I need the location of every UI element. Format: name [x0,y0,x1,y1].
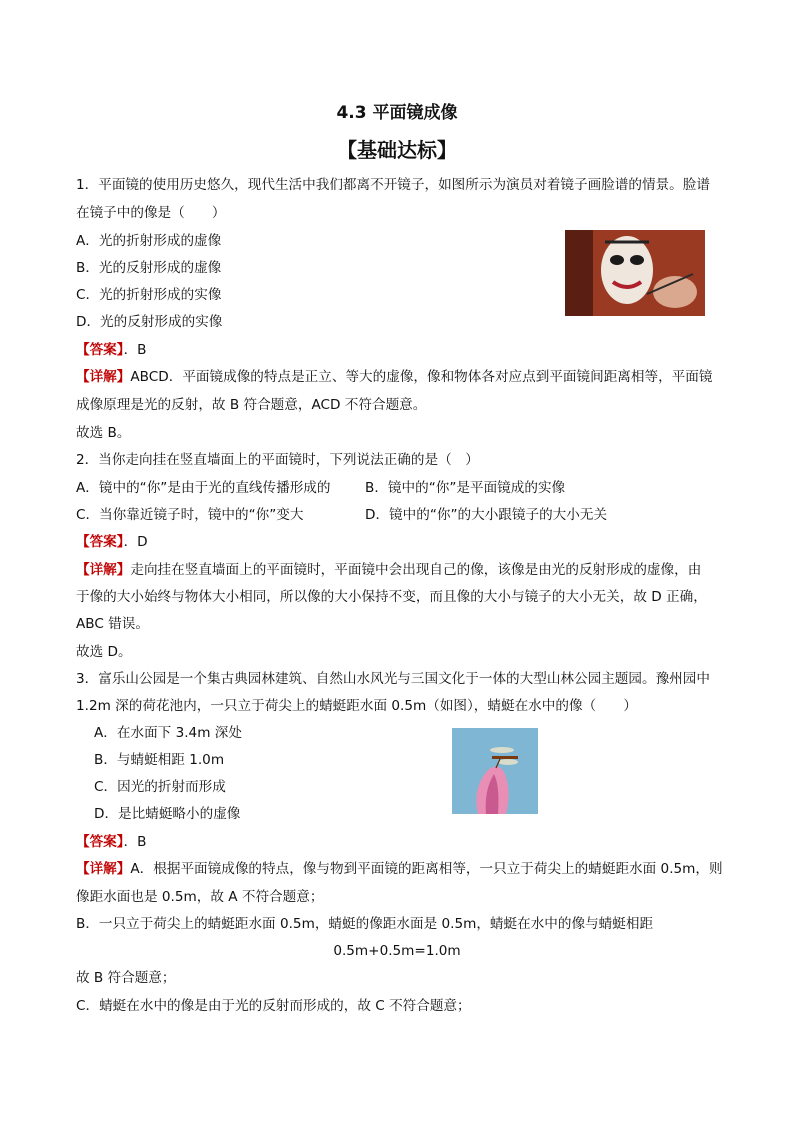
q3-detail-line2: 像距水面也是 0.5m，故 A 不符合题意； [76,889,324,905]
q1-option-a: A．光的折射形成的虚像 [76,233,222,249]
detail-label: 【详解】 [76,861,131,877]
q1-detail-line1 [76,368,712,386]
q2-conclusion: 故选 D。 [76,644,132,660]
opera-makeup-photo [565,230,705,316]
q2-stem: 2．当你走向挂在竖直墙面上的平面镜时，下列说法正确的是（ ） [76,452,479,468]
q1-answer [76,341,147,359]
detail-text: 走向挂在竖直墙面上的平面镜时，平面镜中会出现自己的像，该像是由光的反射形成的虚像，由 [130,562,702,578]
answer-label: 【答案】 [76,534,124,550]
q3-answer [76,833,147,851]
detail-text: A．根据平面镜成像的特点，像与物到平面镜的距离相等，一只立于荷尖上的蜻蜓距水面 0.5m，则 [130,861,723,877]
q3-detail-line5: C．蜻蜓在水中的像是由于光的反射而形成的，故 C 不符合题意； [76,998,471,1014]
q3-stem-line2: 1.2m 深的荷花池内，一只立于荷尖上的蜻蜓距水面 0.5m（如图），蜻蜓在水中的像（ ） [76,698,637,714]
detail-label: 【详解】 [76,562,131,578]
detail-text: ABCD．平面镜成像的特点是正立、等大的虚像，像和物体各对应点到平面镜间距离相等，平面镜 [130,369,713,385]
answer-label: 【答案】 [76,834,124,850]
q1-option-d: D．光的反射形成的实像 [76,314,223,330]
q1-detail-line2: 成像原理是光的反射，故 B 符合题意，ACD 不符合题意。 [76,397,427,413]
q1-option-c: C．光的折射形成的实像 [76,287,222,303]
q1-stem-line2: 在镜子中的像是（ ） [76,205,226,221]
q2-option-d: D．镜中的“你”的大小跟镜子的大小无关 [365,507,608,523]
q2-option-c: C．当你靠近镜子时，镜中的“你”变大 [76,507,304,523]
q2-detail-line3: ABC 错误。 [76,616,149,632]
section-heading: 【基础达标】 [337,138,457,162]
page-title: 4.3 平面镜成像 [336,103,458,123]
q2-option-a: A．镜中的“你”是由于光的直线传播形成的 [76,480,331,496]
q3-stem-line1: 3．富乐山公园是一个集古典园林建筑、自然山水风光与三国文化于一体的大型山林公园主题园。豫州园中 [76,671,710,687]
q3-option-c: C．因光的折射而形成 [94,779,226,795]
q3-detail-line4: 故 B 符合题意； [76,970,176,986]
answer-value: ．B [123,834,147,850]
answer-value: ．D [123,534,148,550]
q3-formula: 0.5m+0.5m=1.0m [333,943,461,959]
q1-stem-line1: 1．平面镜的使用历史悠久，现代生活中我们都离不开镜子，如图所示为演员对着镜子画脸谱的情景。脸谱 [76,177,710,193]
q2-answer [76,533,148,551]
q1-option-b: B．光的反射形成的虚像 [76,260,222,276]
answer-label: 【答案】 [76,342,124,358]
q3-option-b: B．与蜻蜓相距 1.0m [94,752,225,768]
q3-detail-line3: B．一只立于荷尖上的蜻蜓距水面 0.5m，蜻蜓的像距水面是 0.5m，蜻蜓在水中的像与蜻蜓相距 [76,916,654,932]
answer-value: ．B [123,342,147,358]
q3-detail-line1 [76,860,723,878]
q1-conclusion: 故选 B。 [76,425,131,441]
dragonfly-on-lotus-photo [452,728,538,814]
q3-option-a: A．在水面下 3.4m 深处 [94,725,242,741]
detail-label: 【详解】 [76,369,131,385]
q2-detail-line2: 于像的大小始终与物体大小相同，所以像的大小保持不变，而且像的大小与镜子的大小无关，故 D 正确， [76,589,707,605]
q2-option-b: B．镜中的“你”是平面镜成的实像 [365,480,566,496]
q2-detail-line1 [76,561,701,579]
q3-option-d: D．是比蜻蜓略小的虚像 [94,806,241,822]
